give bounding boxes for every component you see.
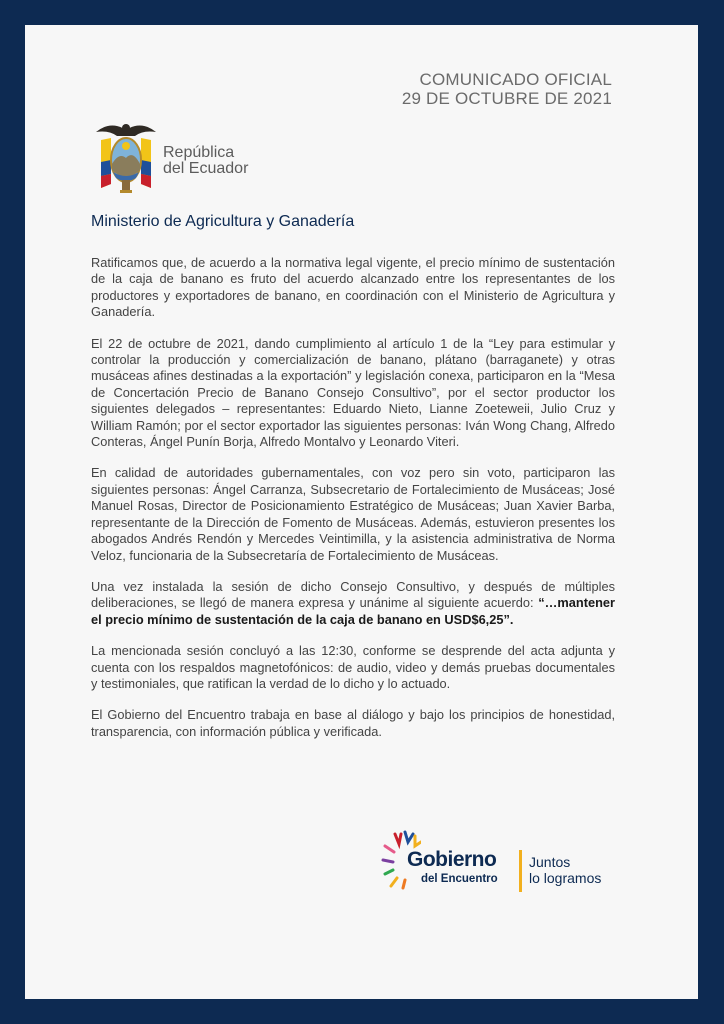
- paragraph-agreement: [91, 579, 615, 628]
- coat-of-arms-icon: [91, 118, 161, 198]
- republic-logo: [91, 118, 271, 198]
- gobierno-encuentro-logo: [381, 830, 621, 900]
- paragraph: Ratificamos que, de acuerdo a la normativa legal vigente, el precio mínimo de sustentación de la caja de banano es fruto del acuerdo alcanzado entre los representantes de los productores y exportadores de banano, en coordinación con el Ministerio de Agricultura y Ganadería.: [91, 255, 615, 320]
- republic-name: República del Ecuador: [163, 144, 249, 177]
- slogan: Juntos lo logramos: [529, 854, 602, 886]
- paragraph: La mencionada sesión concluyó a las 12:30, conforme se desprende del acta adjunta y cuenta con los respaldos magnetofónicos: de audio, video y demás pruebas documentales y testimoniales, que ratifican la verdad de lo dicho y lo actuado.: [91, 643, 615, 691]
- document-page: [25, 25, 698, 999]
- ministry-name: Ministerio de Agricultura y Ganadería: [91, 213, 355, 230]
- paragraph-text: Una vez instalada la sesión de dicho Consejo Consultivo, y después de múltiples deliberaciones, se llegó de manera expresa y unánime al siguiente acuerdo:: [91, 578, 615, 611]
- document-header: [402, 70, 612, 108]
- paragraph: En calidad de autoridades gubernamentales, con voz pero sin voto, participaron las siguientes personas: Ángel Carranza, Subsecretario de Fortalecimiento de Musáceas; José Manuel Rosas, Director de Posicionamiento Estratégico de Musáceas; Juan Xavier Barba, representante de la Dirección de Fomento de Musáceas. Además, estuvieron presentes los abogados Andrés Rendón y Mercedes Veintimilla, y la asistencia administrativa de Norma Veloz, funcionaria de la Subsecretaría de Fortalecimiento de Musáceas.: [91, 465, 615, 563]
- paragraph: El Gobierno del Encuentro trabaja en base al diálogo y bajo los principios de honestidad, transparencia, con información pública y verificada.: [91, 707, 615, 739]
- header-title: COMUNICADO OFICIAL: [419, 70, 612, 89]
- communique-body: [91, 255, 615, 755]
- gobierno-title: Gobierno: [407, 848, 497, 871]
- gobierno-subtitle: del Encuentro: [421, 873, 498, 885]
- logo-divider: [519, 850, 522, 892]
- agreement-highlight: “…mantener el precio mínimo de sustentación de la caja de banano en USD$6,25”.: [91, 595, 615, 627]
- paragraph: El 22 de octubre de 2021, dando cumplimiento al artículo 1 de la “Ley para estimular y controlar la producción y comercialización de banano, plátano (barraganete) y otras musáceas afines destinadas a la exportación” y legislación conexa, participaron en la “Mesa de Concertación Precio de Banano Consejo Consultivo”, por el sector productor los siguientes delegados – representantes: Eduardo Nieto, Lianne Zoeteweii, Julio Cruz y William Ramón; por el sector exportador las siguientes personas: Iván Wong Chang, Alfredo Conteras, Ángel Punín Borja, Alfredo Montalvo y Leonardo Viteri.: [91, 335, 615, 450]
- header-date: 29 DE OCTUBRE DE 2021: [401, 89, 612, 108]
